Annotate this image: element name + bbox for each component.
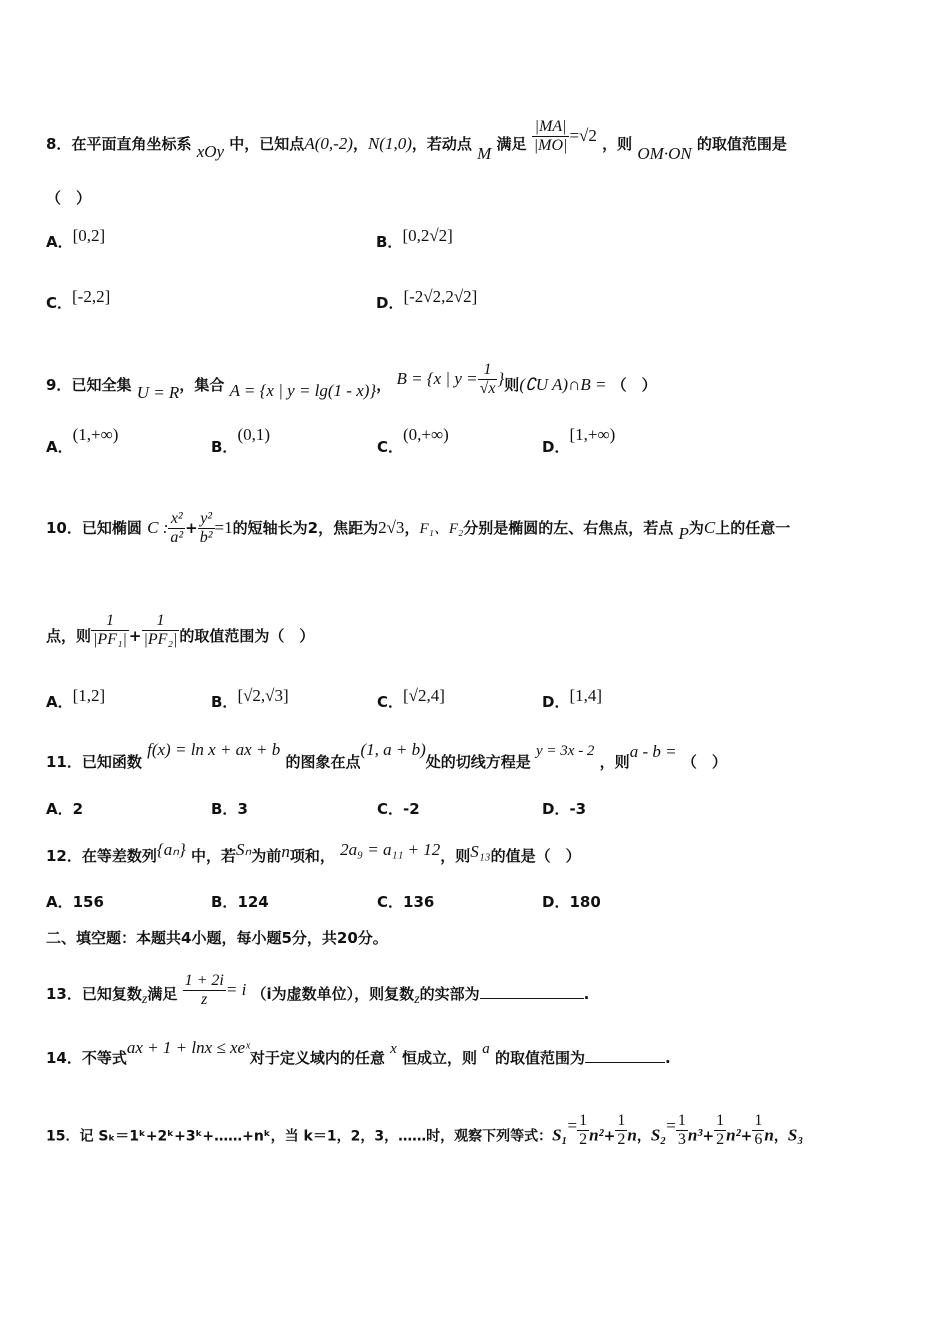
- q11-point: (1, a + b): [360, 740, 426, 759]
- q10-frac-pf2-den: |PF₂|: [143, 631, 178, 648]
- q14-a: a: [482, 1041, 490, 1057]
- q13-answer-blank[interactable]: [480, 984, 584, 999]
- q15-s2-frac1: [676, 1112, 688, 1149]
- q10-option-c-value: [√2,4]: [403, 686, 445, 705]
- q15-s2-term3-var: n: [764, 1125, 774, 1145]
- q11-text4: ，则: [599, 753, 630, 771]
- q11-option-d-label: D．: [542, 800, 570, 818]
- q8-point-a: A(0,-2): [304, 134, 353, 153]
- q15-s2-plus1: +: [702, 1128, 715, 1145]
- q9-set-b-fraction: [478, 361, 498, 398]
- q15-s1-frac2: [615, 1112, 627, 1149]
- q11-tangent: y = 3x - 2: [536, 743, 595, 759]
- q12-option-c-label: C．: [377, 893, 404, 911]
- q14-text4: 的取值范围为: [495, 1049, 586, 1067]
- q13-z: z: [141, 992, 148, 1007]
- q10-frac-y: [198, 510, 215, 547]
- q10-frac-pf1-den: |PF₁|: [93, 631, 127, 648]
- q8-option-a-value: [0,2]: [72, 226, 106, 245]
- question-11: [46, 740, 920, 773]
- q11-option-b-value: 3: [237, 800, 248, 818]
- q8-ratio-eq: =√2: [569, 126, 597, 145]
- q13-end: .: [583, 985, 590, 1003]
- q8-text-mid: 中，已知点: [229, 135, 305, 153]
- q15-s2-frac1-den: 3: [677, 1131, 686, 1148]
- q12-text5: ，则: [440, 847, 471, 865]
- q10-text5: 上的任意一: [715, 519, 791, 537]
- q8-option-b: [376, 226, 453, 252]
- q9-set-b-right: }: [497, 369, 505, 388]
- section-2-title: 二、填空题：本题共4小题，每小题5分，共20分。: [46, 929, 388, 947]
- q13-fraction: [183, 972, 226, 1009]
- q11-number: 11．: [46, 753, 82, 771]
- q13-frac-den: z: [183, 990, 226, 1009]
- q12-text3: 为前: [251, 847, 282, 865]
- q14-x: x: [390, 1041, 397, 1057]
- question-14: [46, 1038, 920, 1069]
- q8-option-b-value: [0,2√2]: [402, 226, 453, 245]
- q9-paren: （ ）: [611, 376, 657, 394]
- q10-option-d-label: D．: [542, 693, 570, 711]
- q15-s2-eq: =: [666, 1115, 676, 1135]
- q10-option-c-label: C．: [377, 693, 404, 711]
- q10-number: 10．: [46, 519, 82, 537]
- q15-s1-frac2-den: 2: [617, 1131, 626, 1148]
- q15-s2-frac3-num: 1: [754, 1112, 763, 1129]
- q9-set-b-left: B = {x | y =: [396, 369, 478, 388]
- q15-number: 15．: [46, 1128, 80, 1145]
- q15-s2: S₂: [650, 1125, 667, 1145]
- q11-expr: a - b =: [629, 742, 677, 761]
- q12-number: 12．: [46, 847, 82, 865]
- q11-text1: 已知函数: [81, 753, 142, 771]
- q9-option-c: [377, 425, 449, 457]
- q8-option-d-value: [-2√2,2√2]: [403, 287, 478, 306]
- q8-ratio-num: |MA|: [532, 118, 570, 137]
- q14-ineq: ax + 1 + lnx ≤ xeˣ: [126, 1038, 250, 1057]
- q12-option-d-value: 180: [569, 893, 601, 911]
- q8-frame: xOy: [196, 142, 225, 161]
- q13-eq: = i: [225, 980, 247, 999]
- q12-option-a: [46, 892, 104, 912]
- q15-sep2: ，: [773, 1128, 788, 1145]
- q11-option-a-label: A．: [46, 800, 73, 818]
- q10-frac-x-num: x²: [168, 510, 185, 529]
- q15-s1: S₁: [552, 1125, 568, 1145]
- q10-text1: 已知椭圆: [81, 519, 142, 537]
- q8-option-a-label: A．: [46, 233, 73, 251]
- q11-option-b-label: B．: [211, 800, 238, 818]
- q11-text3: 处的切线方程是: [425, 753, 531, 771]
- q10-curve: C: [703, 518, 716, 537]
- q9-option-a-value: (1,+∞): [72, 425, 119, 444]
- q8-text-moving: ，若动点: [411, 135, 472, 153]
- q12-option-a-value: 156: [72, 893, 104, 911]
- q10-option-b-value: [√2,√3]: [237, 686, 289, 705]
- q10-frac-pf2-num: 1: [142, 612, 180, 631]
- q15-text1: 记 Sₖ＝1ᵏ+2ᵏ+3ᵏ+……+nᵏ，当 k＝1，2，3，……时，观察下列等式：: [79, 1128, 553, 1145]
- q15-s1-frac1-den: 2: [579, 1131, 588, 1148]
- q11-option-d-value: -3: [569, 800, 587, 818]
- q8-point-n: N(1,0): [367, 134, 412, 153]
- q9-set-a: A = {x | y = lg(1 - x)}: [229, 381, 377, 400]
- q9-expr: (∁U A)∩B =: [519, 375, 607, 394]
- q8-option-d: [376, 287, 478, 313]
- q15-s1-frac2-num: 1: [617, 1112, 626, 1129]
- q13-z2: z: [414, 992, 420, 1007]
- q14-text2: 对于定义域内的任意: [249, 1049, 385, 1067]
- q15-s2-plus2: +: [740, 1128, 753, 1145]
- q13-number: 13．: [46, 985, 82, 1003]
- q10-line2-text2: 的取值范围为（ ）: [179, 627, 315, 645]
- question-10-line2: 点，则 $\frac{1}{\text{|PF₁|}}$ + $\frac{1}{\text{|PF₂|}}$ 的取值范围为（ ）: [46, 612, 315, 648]
- q10-text4: 为: [688, 519, 704, 537]
- q8-ratio-fraction: [532, 118, 570, 155]
- q15-s2-frac3-den: 6: [754, 1131, 763, 1148]
- q8-text-before: 在平面直角坐标系: [71, 135, 192, 153]
- q11-option-c-value: -2: [403, 800, 420, 818]
- q15-s2-frac2: [714, 1112, 726, 1149]
- q15-s3: S₃: [787, 1125, 804, 1145]
- q15-s2-term2-var: n²: [726, 1125, 741, 1145]
- question-10: 10．已知椭圆 C : $\frac{\text{x²}}{\text{a²}}$ + $\frac{\text{y²}}{\text{b²}}$ =1的短轴长为2，焦距为2√3，F₁、F₂分别是椭圆的左、右焦点，若点 P为C上的任意一: [46, 510, 791, 546]
- q8-expr: OM·ON: [637, 144, 692, 163]
- q12-text1: 在等差数列: [81, 847, 157, 865]
- q15-s1-frac1: [577, 1112, 589, 1149]
- q15-sep1: ，: [636, 1128, 651, 1145]
- q13-text3: （i为虚数单位），则复数: [251, 985, 415, 1003]
- q12-n: n: [281, 842, 290, 861]
- q10-frac-pf1: [91, 612, 129, 649]
- q10-option-d: [542, 686, 603, 712]
- q8-text-satisfy: 满足: [496, 135, 527, 153]
- q8-text-after: 的取值范围是: [696, 135, 787, 153]
- q9-option-c-label: C．: [377, 438, 404, 456]
- q8-option-c-value: [-2,2]: [72, 287, 111, 306]
- q10-frac-pf1-num: 1: [91, 612, 129, 631]
- q11-option-d: [542, 799, 586, 819]
- q12-text6: 的值是（ ）: [490, 847, 581, 865]
- q12-option-c: [377, 892, 434, 912]
- q14-number: 14．: [46, 1049, 82, 1067]
- q12-text4: 项和，: [289, 847, 335, 865]
- q10-option-d-value: [1,4]: [569, 686, 603, 705]
- question-8: 8．在平面直角坐标系 xOy 中，已知点A(0,-2)，N(1,0)，若动点 M 满足 $\frac{|MA|}{|MO|}$ =√2 ，则 OM·ON 的取值范围是: [46, 118, 787, 163]
- q10-option-c: [377, 686, 445, 712]
- q12-option-d-label: D．: [542, 893, 570, 911]
- q9-text1: 已知全集: [71, 376, 132, 394]
- question-13: [46, 972, 920, 1013]
- q11-option-b: [211, 799, 248, 819]
- q10-text2: 的短轴长为2，焦距为: [232, 519, 379, 537]
- q9-option-b: [211, 425, 271, 457]
- q12-option-b-label: B．: [211, 893, 238, 911]
- q11-func: f(x) = ln x + ax + b: [147, 740, 281, 759]
- q11-option-c: [377, 799, 420, 819]
- q15-s2-frac1-num: 1: [677, 1112, 686, 1129]
- q15-s2-frac2-den: 2: [716, 1131, 725, 1148]
- q10-foci: F₁、F₂: [419, 521, 464, 537]
- q9-number: 9．: [46, 376, 72, 394]
- q15-s1-frac1-num: 1: [579, 1112, 588, 1129]
- q11-text2: 的图象在点: [285, 753, 361, 771]
- q9-option-d-value: [1,+∞): [569, 425, 616, 444]
- q15-s1-term2-var: n: [627, 1125, 637, 1145]
- q12-text2: 中，若: [191, 847, 237, 865]
- q9-set-b-den: √x: [479, 380, 496, 397]
- q12-option-c-value: 136: [403, 893, 435, 911]
- q10-eq-suffix: =1: [214, 518, 233, 537]
- q10-option-b-label: B．: [211, 693, 238, 711]
- q9-set-b-num: 1: [478, 361, 498, 380]
- q13-text2: 满足: [147, 985, 178, 1003]
- q12-option-b-value: 124: [237, 893, 269, 911]
- q10-option-b: [211, 686, 289, 712]
- q9-text3: 则: [504, 376, 520, 394]
- q9-option-b-label: B．: [211, 438, 238, 456]
- q9-option-d: [542, 425, 616, 457]
- q12-option-d: [542, 892, 601, 912]
- q10-frac-pf2: [142, 612, 180, 649]
- q15-s2-frac2-num: 1: [716, 1112, 725, 1129]
- q9-option-a-label: A．: [46, 438, 73, 456]
- q9-option-a: [46, 425, 119, 457]
- question-9: 9．已知全集 U = R，集合 A = {x | y = lg(1 - x)}， B = {x | y = $\frac{1}{√x}$ }则(∁U A)∩B = （ ）: [46, 361, 657, 402]
- q12-seq: {aₙ}: [156, 840, 186, 859]
- q8-option-b-label: B．: [376, 233, 403, 251]
- q8-text-then: ，则: [602, 135, 633, 153]
- q11-option-c-label: C．: [377, 800, 404, 818]
- q12-sn: Sₙ: [236, 840, 252, 859]
- q12-option-b: [211, 892, 269, 912]
- q9-option-d-label: D．: [542, 438, 570, 456]
- q10-frac-x-den: a²: [170, 529, 184, 546]
- q12-eq: 2a₉ = a₁₁ + 12: [340, 840, 441, 859]
- q10-option-a: [46, 686, 106, 712]
- q8-ratio-den: |MO|: [533, 137, 568, 154]
- q13-frac-num: 1 + 2i: [184, 972, 224, 989]
- q10-text3: 分别是椭圆的左、右焦点，若点: [463, 519, 674, 537]
- q10-focal: 2√3: [378, 518, 405, 537]
- q13-text4: 的实部为: [419, 985, 480, 1003]
- q9-text2: ，集合: [179, 376, 225, 394]
- question-12: [46, 840, 920, 866]
- q10-frac-y-den: b²: [199, 529, 213, 546]
- q9-universal: U = R: [136, 383, 180, 402]
- q14-text1: 不等式: [81, 1049, 127, 1067]
- q9-option-c-value: (0,+∞): [403, 425, 449, 444]
- q11-option-a-value: 2: [72, 800, 84, 818]
- q10-option-a-value: [1,2]: [72, 686, 106, 705]
- q14-answer-blank[interactable]: [585, 1048, 665, 1063]
- q15-s2-frac3: [752, 1112, 764, 1149]
- q8-paren: （ ）: [46, 189, 92, 207]
- q10-frac-y-num: y²: [198, 510, 215, 529]
- q12-option-a-label: A．: [46, 893, 73, 911]
- q9-option-b-value: (0,1): [237, 425, 271, 444]
- q8-option-c-label: C．: [46, 294, 73, 312]
- q11-paren: （ ）: [681, 753, 727, 771]
- q10-option-a-label: A．: [46, 693, 73, 711]
- q14-end: .: [665, 1049, 671, 1067]
- q15-s2-term1-var: n³: [687, 1125, 703, 1145]
- q8-point-m: M: [477, 144, 492, 163]
- q10-frac-x: [168, 510, 185, 547]
- q13-text1: 已知复数: [81, 985, 142, 1003]
- q10-line2-text1: 点，则: [46, 627, 92, 645]
- q8-option-d-label: D．: [376, 294, 404, 312]
- q12-s13: S₁₃: [470, 842, 491, 861]
- q11-option-a: [46, 799, 83, 819]
- question-15: [46, 1112, 920, 1155]
- q10-point-p: P: [678, 524, 689, 543]
- q14-text3: 恒成立，则: [402, 1049, 478, 1067]
- q8-option-c: [46, 287, 111, 313]
- q15-s1-eq: =: [567, 1115, 578, 1135]
- q10-eq-prefix: C :: [147, 518, 169, 537]
- q15-s1-plus: +: [603, 1128, 616, 1145]
- q8-option-a: [46, 226, 106, 252]
- q15-s1-term1-var: n²: [589, 1125, 604, 1145]
- q8-number: 8．: [46, 135, 72, 153]
